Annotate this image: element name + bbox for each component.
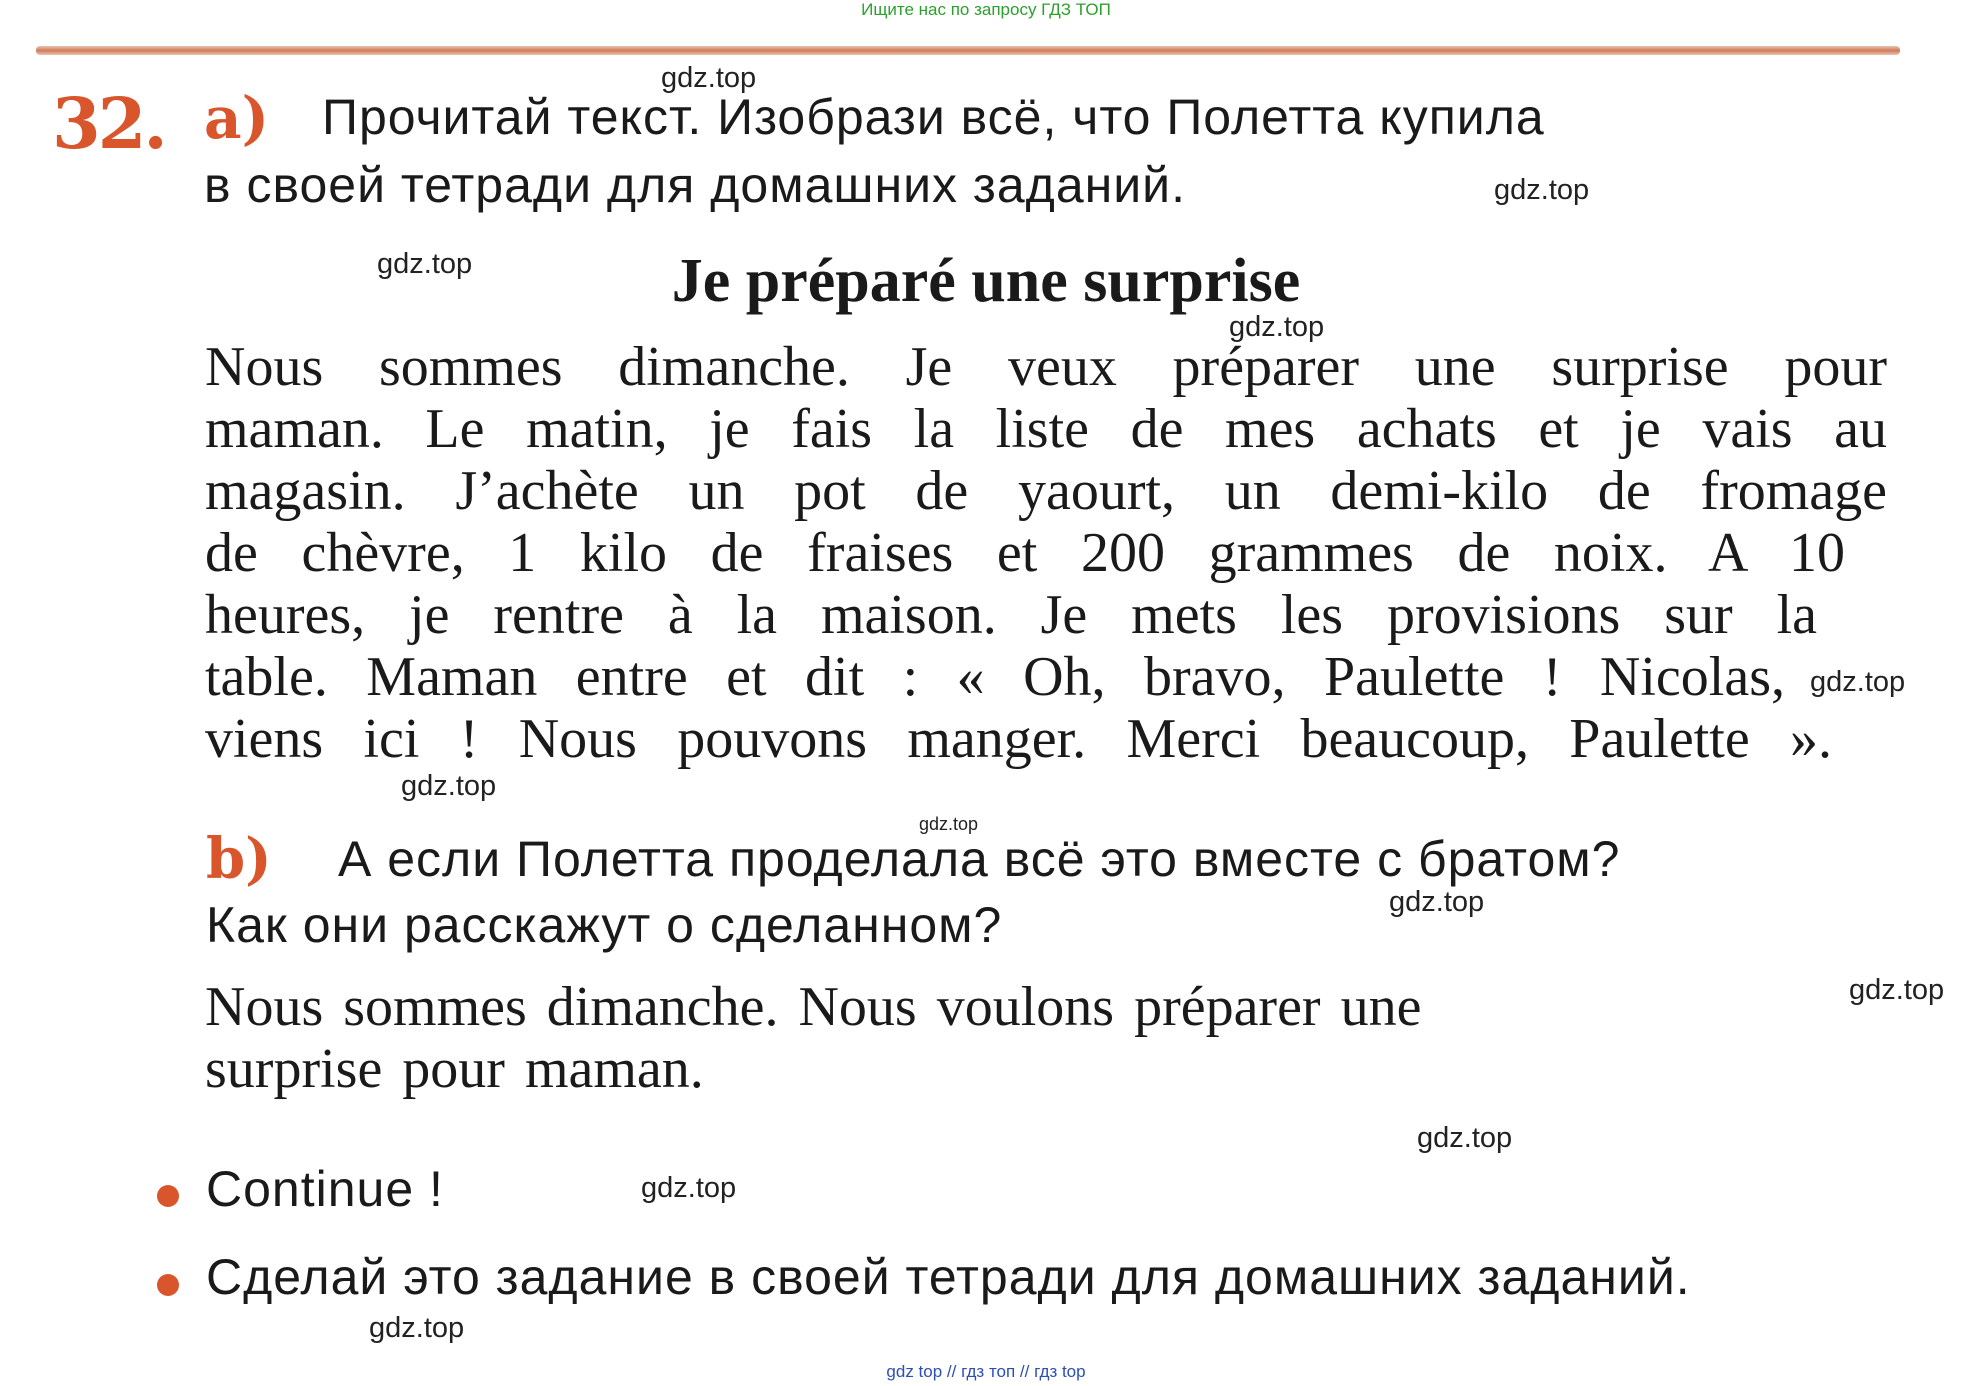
text-line: heures, je rentre à la maison. Je mets les provisions sur la <box>205 584 1817 646</box>
watermark: gdz.top <box>641 1172 737 1204</box>
bullet-icon <box>157 1274 179 1296</box>
bullet-text-continue: Continue ! <box>206 1161 444 1217</box>
watermark: gdz.top <box>919 814 979 834</box>
decorative-header-rule <box>36 46 1900 55</box>
part-a-letter: a) <box>204 84 270 152</box>
bullet-text-homework: Сделай это задание в своей тетради для домашних заданий. <box>206 1249 1691 1305</box>
watermark: gdz.top <box>1389 886 1485 918</box>
bullet-icon <box>157 1185 179 1207</box>
text-line: Nous sommes dimanche. Je veux préparer une surprise pour <box>205 336 1887 398</box>
text-line: maman. Le matin, je fais la liste de mes achats et je vais au <box>205 398 1887 460</box>
part-b-letter: b) <box>206 826 272 892</box>
text-title: Je préparé une surprise <box>671 247 1301 315</box>
part-b-question-line-2: Как они расскажут о сделанном? <box>206 897 1003 953</box>
footer-links-text: gdz top // гдз топ // гдз top <box>886 1362 1086 1381</box>
watermark: gdz.top <box>1494 174 1590 206</box>
text-line: de chèvre, 1 kilo de fraises et 200 grammes de noix. A 10 <box>205 522 1845 584</box>
watermark: gdz.top <box>369 1312 465 1344</box>
watermark: gdz.top <box>1810 666 1906 698</box>
text-line: table. Maman entre et dit : « Oh, bravo, Paulette ! Nicolas, <box>205 646 1785 708</box>
answer-line: Nous sommes dimanche. Nous voulons préparer une <box>205 976 1422 1038</box>
part-a-instruction-line-2: в своей тетради для домашних заданий. <box>204 157 1186 213</box>
watermark: gdz.top <box>1417 1122 1513 1154</box>
text-line: viens ici ! Nous pouvons manger. Merci beaucoup, Paulette ». <box>205 708 1832 770</box>
watermark: gdz.top <box>401 770 497 802</box>
part-b-question-line-1: А если Полетта проделала всё это вместе с братом? <box>338 831 1621 887</box>
exercise-number: 32. <box>52 82 165 165</box>
text-line: magasin. J’achète un pot de yaourt, un demi-kilo de fromage <box>205 460 1887 522</box>
answer-line: surprise pour maman. <box>205 1038 704 1100</box>
watermark: gdz.top <box>377 248 473 280</box>
watermark: gdz.top <box>661 62 757 94</box>
top-promo-note: Ищите нас по запросу ГДЗ ТОП <box>861 0 1111 19</box>
watermark: gdz.top <box>1229 311 1325 343</box>
part-a-instruction-line-1: Прочитай текст. Изобрази всё, что Полетта купила <box>322 89 1545 145</box>
watermark: gdz.top <box>1849 974 1945 1006</box>
